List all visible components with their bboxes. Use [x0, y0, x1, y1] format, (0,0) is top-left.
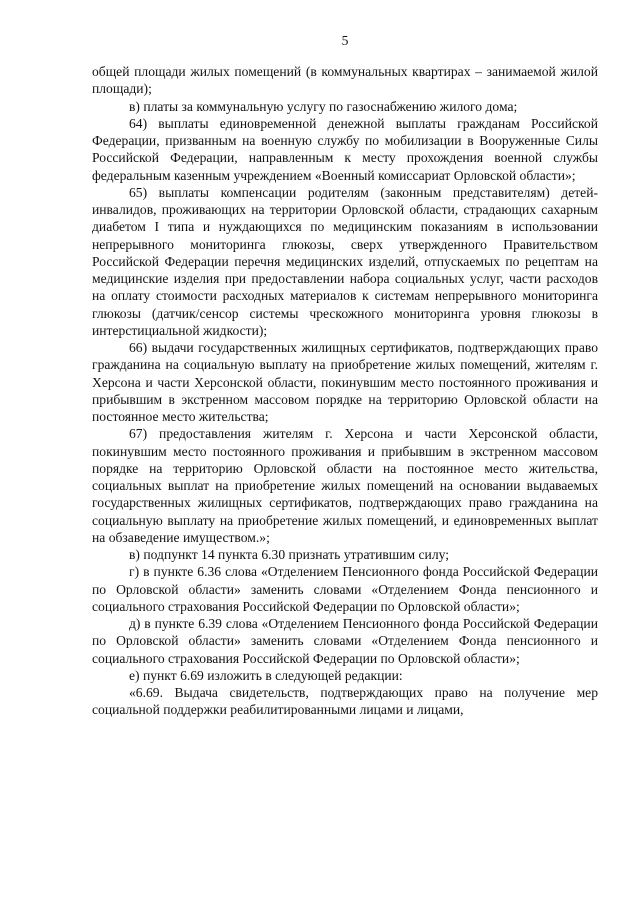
paragraph: 64) выплаты единовременной денежной выплаты гражданам Российской Федерации, призванным на военную службу по мобилизации в Вооруженные Силы Российской Федерации, направленным к месту прохождения военной службы федеральным казенным учреждением «Военный комиссариат Орловской области»; [92, 115, 598, 183]
paragraph: 67) предоставления жителям г. Херсона и части Херсонской области, покинувшим место постоянного проживания и прибывшим в экстренном массовом порядке на территорию Орловской области на постоянное место жительства, социальных выплат на приобретение жилых помещений на основании выдаваемых государственных жилищных сертификатов, подтверждающих право гражданина на социальную выплату на приобретение жилых помещений, и единовременных выплат на обзаведение имуществом.»; [92, 426, 598, 545]
document-body [92, 63, 598, 719]
paragraph: «6.69. Выдача свидетельств, подтверждающих право на получение мер социальной поддержки реабилитированными лицами и лицами, [92, 685, 598, 718]
paragraph: общей площади жилых помещений (в коммунальных квартирах – занимаемой жилой площади); [92, 64, 598, 97]
paragraph: 66) выдачи государственных жилищных сертификатов, подтверждающих право гражданина на социальную выплату на приобретение жилых помещений, жителям г. Херсона и части Херсонской области, покинувшим место постоянного проживания и прибывшим в экстренном массовом порядке на территорию Орловской области на постоянное место жительства; [92, 340, 598, 424]
paragraph: д) в пункте 6.39 слова «Отделением Пенсионного фонда Российской Федерации по Орловской области» заменить словами «Отделением Фонда пенсионного и социального страхования Российской Федерации по Орловской области»; [92, 616, 598, 666]
paragraph: 65) выплаты компенсации родителям (законным представителям) детей-инвалидов, проживающих на территории Орловской области, страдающих сахарным диабетом I типа и нуждающихся по медицинским показаниям в использовании непрерывного мониторинга глюкозы, сверх утвержденного Правительством Российской Федерации перечня медицинских изделий, отпускаемых по рецептам на медицинские изделия при предоставлении набора социальных услуг, части расходов на оплату стоимости расходных материалов к системам непрерывного мониторинга глюкозы (датчик/сенсор системы чрескожного мониторинга уровня глюкозы в интерстициальной жидкости); [92, 184, 598, 338]
paragraph: в) подпункт 14 пункта 6.30 признать утратившим силу; [129, 547, 449, 562]
paragraph: е) пункт 6.69 изложить в следующей редакции: [129, 667, 403, 683]
paragraph: в) платы за коммунальную услугу по газоснабжению жилого дома; [129, 98, 518, 114]
paragraph: г) в пункте 6.36 слова «Отделением Пенсионного фонда Российской Федерации по Орловской области» заменить словами «Отделением Фонда пенсионного и социального страхования Российской Федерации по Орловской области»; [92, 564, 598, 614]
page-number: 5 [341, 33, 349, 48]
